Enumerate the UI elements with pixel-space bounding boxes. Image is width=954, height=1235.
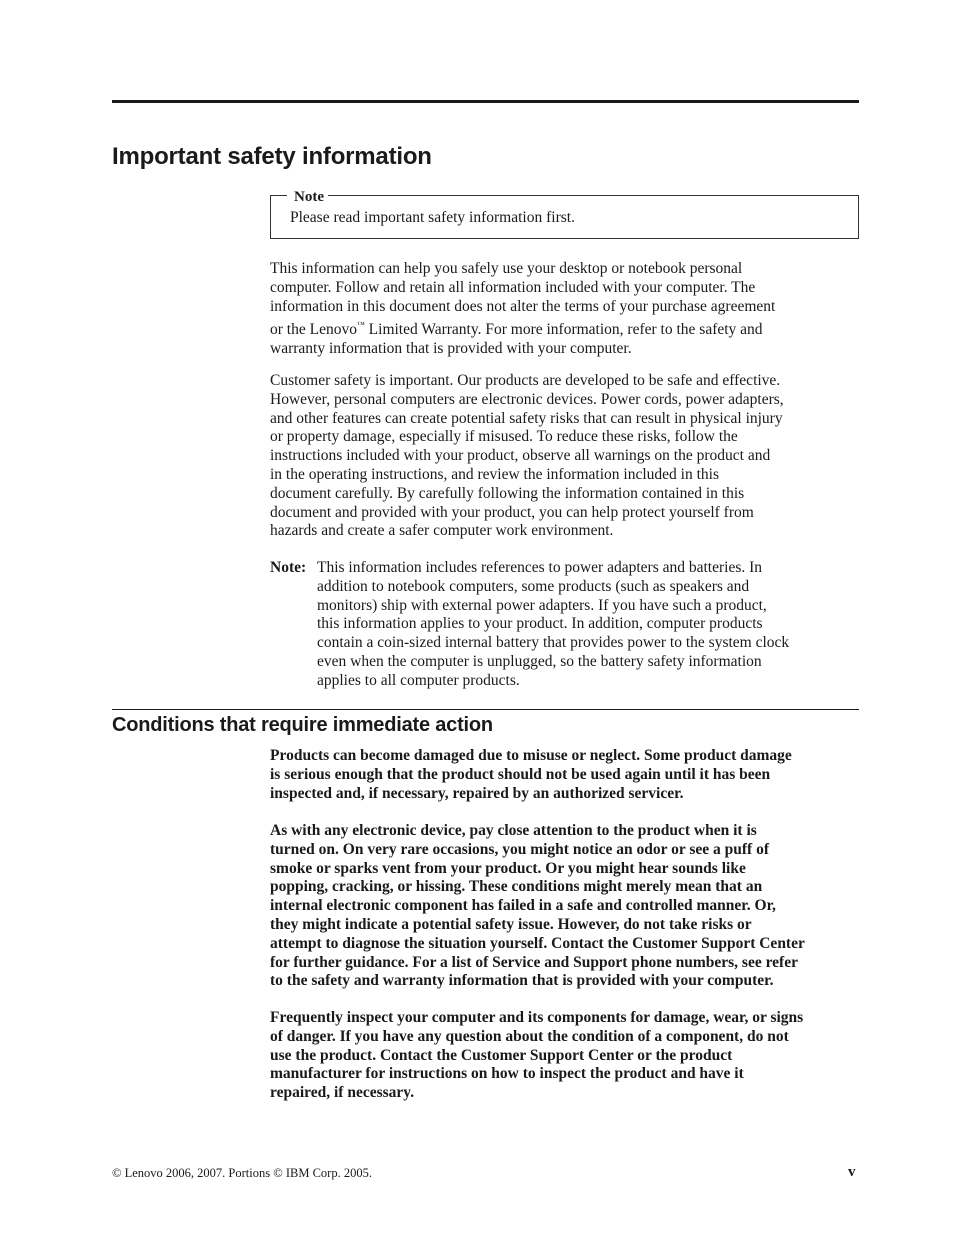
conditions-line: popping, cracking, or hissing. These conditions might merely mean that an xyxy=(270,878,763,896)
conditions-line: Products can become damaged due to misuse or neglect. Some product damage xyxy=(270,747,792,764)
trademark-symbol: ™ xyxy=(356,320,365,330)
conditions-line: they might indicate a potential safety issue. However, do not take risks or xyxy=(270,915,752,933)
intro-line-text: Limited Warranty. For more information, refer to the safety and xyxy=(364,321,763,339)
page-number: v xyxy=(848,1164,856,1180)
conditions-line: turned on. On very rare occasions, you might notice an odor or see a puff of xyxy=(270,840,769,858)
safety-line: document carefully. By carefully following the information contained in this xyxy=(270,484,745,502)
conditions-paragraph-1 xyxy=(270,747,870,803)
inline-note-line: This information includes references to power adapters and batteries. In xyxy=(317,559,763,576)
conditions-line: use the product. Contact the Customer Support Center or the product xyxy=(270,1046,733,1064)
inline-note-line: addition to notebook computers, some products (such as speakers and xyxy=(317,577,750,595)
intro-line: This information can help you safely use your desktop or notebook personal xyxy=(270,260,743,277)
conditions-line: inspected and, if necessary, repaired by an authorized servicer. xyxy=(270,784,684,802)
intro-line-text: or the Lenovo xyxy=(270,321,357,339)
section-title: Conditions that require immediate action xyxy=(112,714,493,736)
conditions-paragraph-3 xyxy=(270,1009,870,1103)
conditions-line: smoke or sparks vent from your product. Or you might hear sounds like xyxy=(270,859,746,877)
conditions-paragraph-2 xyxy=(270,822,870,991)
conditions-line: Frequently inspect your computer and its components for damage, wear, or signs xyxy=(270,1009,804,1026)
safety-line: Customer safety is important. Our products are developed to be safe and effective. xyxy=(270,372,781,389)
safety-line: in the operating instructions, and review the information included in this xyxy=(270,465,719,483)
intro-line xyxy=(270,316,870,340)
safety-line: and other features can create potential safety risks that can result in physical injury xyxy=(270,409,783,427)
safety-line: instructions included with your product, observe all warnings on the product and xyxy=(270,447,771,465)
page-title: Important safety information xyxy=(112,143,432,170)
intro-line: warranty information that is provided with your computer. xyxy=(270,340,632,358)
inline-note-label: Note: xyxy=(270,559,307,576)
inline-note-line: contain a coin-sized internal battery that provides power to the system clock xyxy=(317,634,790,652)
conditions-line: is serious enough that the product should not be used again until it has been xyxy=(270,765,771,783)
safety-line: hazards and create a safer computer work environment. xyxy=(270,522,614,540)
conditions-line: As with any electronic device, pay close attention to the product when it is xyxy=(270,822,757,839)
inline-note-body xyxy=(317,559,789,691)
conditions-line: repaired, if necessary. xyxy=(270,1084,415,1102)
safety-line: document and provided with your product, you can help protect yourself from xyxy=(270,503,754,521)
note-text: Please read important safety information first. xyxy=(290,209,575,226)
intro-paragraph xyxy=(270,260,870,359)
note-label: Note xyxy=(287,188,328,206)
section-rule xyxy=(112,709,859,710)
footer-copyright: © Lenovo 2006, 2007. Portions © IBM Corp. 2005. xyxy=(112,1166,372,1180)
top-rule xyxy=(112,100,859,103)
safety-line: or property damage, especially if misused. To reduce these risks, follow the xyxy=(270,428,738,446)
safety-paragraph xyxy=(270,372,870,541)
safety-line: However, personal computers are electronic devices. Power cords, power adapters, xyxy=(270,390,784,408)
conditions-line: of danger. If you have any question about the condition of a component, do not xyxy=(270,1027,789,1045)
conditions-line: to the safety and warranty information that is provided with your computer. xyxy=(270,972,774,990)
conditions-line: manufacturer for instructions on how to inspect the product and have it xyxy=(270,1065,744,1083)
intro-line: computer. Follow and retain all information included with your computer. The xyxy=(270,278,756,296)
inline-note-line: even when the computer is unplugged, so the battery safety information xyxy=(317,652,762,670)
conditions-line: attempt to diagnose the situation yourself. Contact the Customer Support Center xyxy=(270,934,805,952)
inline-note-line: monitors) ship with external power adapters. If you have such a product, xyxy=(317,596,767,614)
conditions-line: internal electronic component has failed in a safe and controlled manner. Or, xyxy=(270,897,776,915)
inline-note-line: this information applies to your product. In addition, computer products xyxy=(317,615,763,633)
intro-line: information in this document does not alter the terms of your purchase agreement xyxy=(270,297,776,315)
inline-note-line: applies to all computer products. xyxy=(317,671,520,689)
conditions-line: for further guidance. For a list of Service and Support phone numbers, see refer xyxy=(270,953,798,971)
